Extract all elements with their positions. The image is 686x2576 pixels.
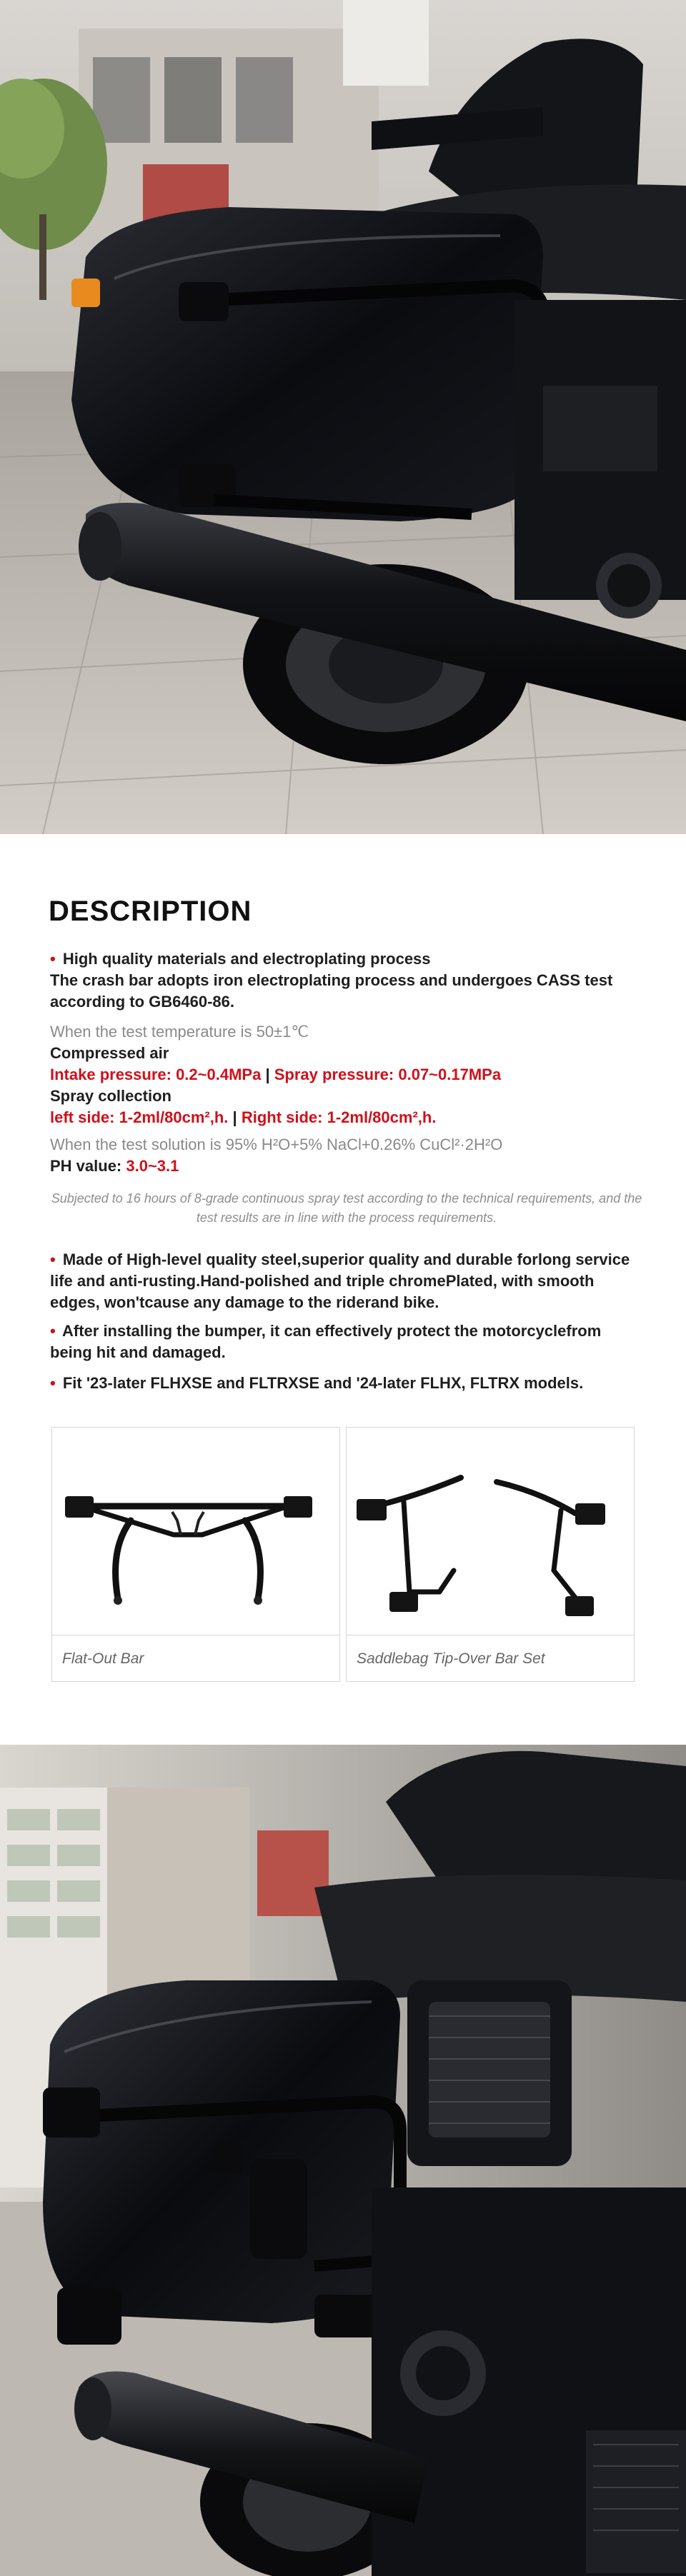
pressure-separator: | (261, 1066, 274, 1083)
compressed-air-label: Compressed air (50, 1044, 169, 1062)
description-section (0, 834, 686, 1745)
product-caption-saddlebag-tip-over-bar: Saddlebag Tip-Over Bar Set (357, 1650, 545, 1667)
feature-fitment-text: Fit '23-later FLHXSE and FLTRXSE and '24-later FLHX, FLTRX models. (62, 1374, 584, 1392)
description-title: DESCRIPTION (49, 896, 252, 927)
ph-value: 3.0~3.1 (126, 1157, 179, 1175)
feature-steel-text: Made of High-level quality steel,superior quality and durable forlong service life and anti-rusting.Hand-polished and triple chromePlated, with smooth edges, won'tcause any damage to the riderand bike. (50, 1251, 630, 1311)
spray-collection-label: Spray collection (50, 1087, 172, 1105)
product-card-saddlebag-tip-over-bar (346, 1427, 635, 1682)
flat-out-bar-image (52, 1428, 339, 1635)
feature-protection (50, 1320, 643, 1363)
product-card-flat-out-bar (51, 1427, 340, 1682)
test-solution-condition: When the test solution is 95% H²O+5% NaCl+0.26% CuCl²·2H²O (50, 1136, 503, 1153)
product-caption-flat-out-bar: Flat-Out Bar (62, 1650, 144, 1667)
bullet-icon: • (50, 1251, 56, 1268)
hero-photo (0, 0, 686, 834)
feature-protection-text: After installing the bumper, it can effectively protect the motorcyclefrom being hit and damaged. (50, 1322, 602, 1361)
feature-fitment (50, 1373, 643, 1394)
bullet-icon: • (50, 1374, 56, 1392)
test-note: Subjected to 16 hours of 8-grade continuous spray test according to the technical requirements, and the test results are in line with the process requirements. (51, 1191, 642, 1225)
test-block-solution (50, 1134, 643, 1177)
test-block-temperature (50, 1021, 643, 1128)
intake-pressure: Intake pressure: 0.2~0.4MPa (50, 1066, 262, 1083)
saddlebag-tip-over-bar-image (347, 1428, 634, 1635)
ph-label: PH value: (50, 1157, 126, 1175)
test-temperature-condition: When the test temperature is 50±1℃ (50, 1023, 309, 1041)
feature-materials (50, 948, 643, 1013)
bullet-icon: • (50, 1322, 56, 1340)
right-side-value: Right side: 1-2ml/80cm²,h. (241, 1108, 437, 1126)
feature-materials-body: The crash bar adopts iron electroplating process and undergoes CASS test according to GB6460-86. (50, 971, 613, 1011)
feature-steel (50, 1249, 643, 1313)
spray-pressure: Spray pressure: 0.07~0.17MPa (274, 1066, 502, 1083)
feature-materials-heading: High quality materials and electroplating process (62, 950, 431, 968)
bullet-icon: • (50, 950, 56, 968)
installed-bike-photo (0, 1745, 686, 2576)
left-side-value: left side: 1-2ml/80cm²,h. (50, 1108, 229, 1126)
side-separator: | (228, 1108, 242, 1126)
